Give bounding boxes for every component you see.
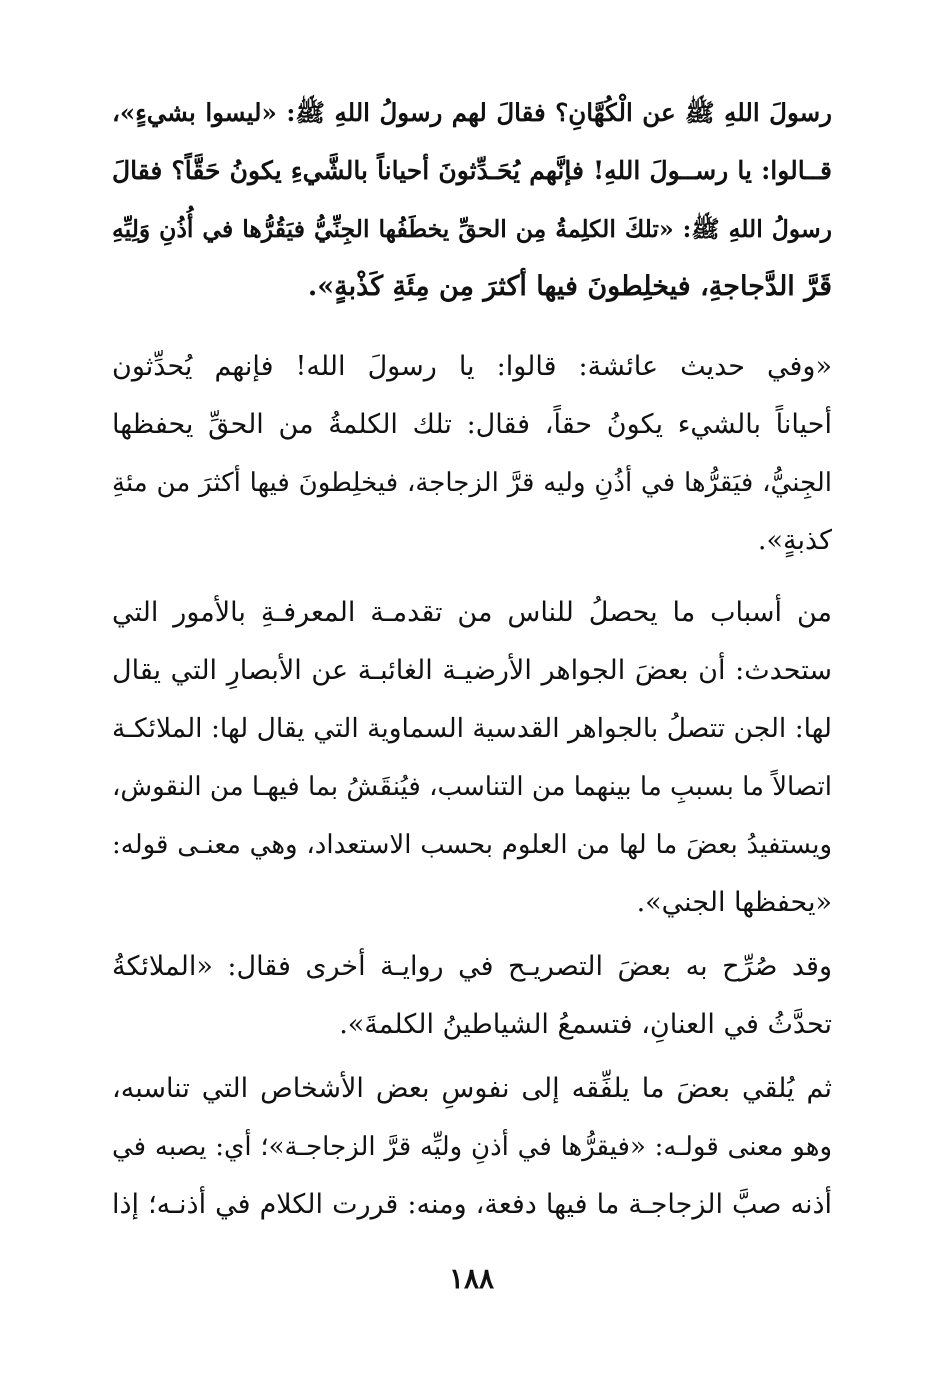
text-line: ثم يُلقي بعضَ ما يلفِّقه إلى نفوسِ بعض الأشخاص التي تناسبه،	[112, 1073, 832, 1104]
text-line: الجِنيُّ، فيَقرُّها في أذُنِ وليه قرَّ الزجاجة، فيخلِطونَ فيها أكثرَ من مئةِ	[112, 468, 832, 498]
text-line: وهو معنى قولـه: «فيقرُّها في أذنِ وليِّه قرَّ الزجاجـة»؛ أي: يصبه في	[112, 1132, 832, 1162]
meaning-paragraph	[112, 1060, 832, 1234]
text-line: قَرَّ الدَّجاجةِ، فيخلِطونَ فيها أكثرَ مِن مِئَةِ كَذْبةٍ».	[307, 271, 832, 302]
text-line: رسولَ اللهِ ﷺ عن الْكُهَّانِ؟ فقالَ لهم رسولُ اللهِ ﷺ: «ليسوا بشيءٍ»،	[112, 98, 832, 127]
text-line: لها: الجن تتصلُ بالجواهر القدسية السماوية التي يقال لها: الملائكـة	[111, 713, 832, 744]
aisha-hadith-paragraph	[112, 338, 832, 570]
page-number: ١٨٨	[448, 1262, 495, 1295]
text-line: ستحدث: أن بعضَ الجواهر الأرضيـة الغائبـة عن الأبصارِ التي يقال	[112, 655, 832, 686]
text-line: ويستفيدُ بعضَ ما لها من العلوم بحسب الاستعداد، وهي معنـى قوله:	[112, 830, 832, 860]
text-line: وقد صُرِّح به بعضَ التصريـح في روايـة أخرى فقال: «الملائكةُ	[112, 951, 832, 982]
explanation-paragraph	[112, 584, 832, 932]
other-narration-paragraph	[112, 938, 832, 1054]
text-line: من أسباب ما يحصلُ للناس من تقدمـة المعرفـةِ بالأمور التي	[112, 597, 832, 628]
hadith-quote-paragraph	[112, 84, 832, 316]
page-body	[112, 84, 832, 1234]
text-line: كذبةٍ».	[757, 525, 832, 556]
text-line: «وفي حديث عائشة: قالوا: يا رسولَ الله! فإنهم يُحدِّثون	[112, 351, 832, 382]
text-line: اتصالاً ما بسببِ ما بينهما من التناسب، فيُنقَشُ بما فيهـا من النقوش،	[111, 772, 832, 802]
text-line: أحياناً بالشيء يكونُ حقاً، فقال: تلك الكلمةُ من الحقِّ يحفظها	[112, 409, 832, 440]
text-line: قــالوا: يا رســولَ اللهِ! فإنَّهم يُحَـدِّثونَ أحياناً بالشَّيءِ يكونُ حَقَّاً؟ فقالَ	[112, 156, 832, 185]
text-line: تحدَّثُ في العنانِ، فتسمعُ الشياطينُ الكلمةَ».	[339, 1009, 832, 1040]
text-line: رسولُ اللهِ ﷺ: «تلكَ الكلِمةُ مِن الحقِّ يخطَفُها الجِنِّيُّ فيَقُرُّها في أُذُنِ وَلِيِّهِ	[112, 215, 832, 243]
text-line: «يحفظها الجني».	[636, 887, 832, 918]
text-line: أذنه صبَّ الزجاجـة ما فيها دفعة، ومنه: قررت الكلام في أذنـه؛ إذا	[112, 1189, 832, 1220]
